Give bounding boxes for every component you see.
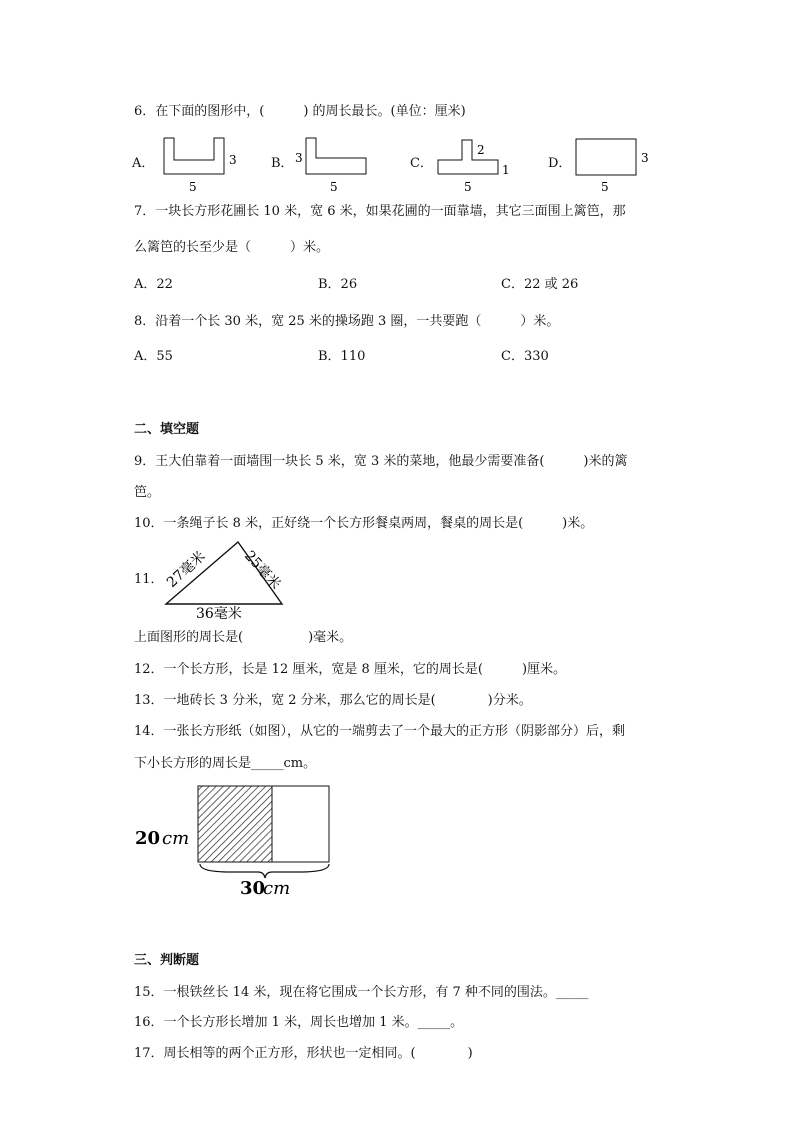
q11-right-side-label: 25毫米 [241,547,284,593]
q6-option-b-label: B． [271,156,294,171]
q14-height-number: 20 [135,828,161,849]
q6-a-side-label: 3 [229,153,237,167]
q8-option-a: A．55 [134,349,173,364]
q6-figure-a [160,136,240,196]
q6-d-bottom-label: 5 [601,180,609,194]
q8-option-c: C．330 [501,349,549,364]
q15-text: 15．一根铁丝长 14 米，现在将它围成一个长方形，有 7 种不同的围法。_____ [134,985,589,1000]
section-fill-in-heading: 二、填空题 [134,422,200,437]
q16-text: 16．一个长方形长增加 1 米，周长也增加 1 米。_____。 [134,1015,464,1030]
q11-triangle-figure [158,536,298,624]
q7-option-a: A．22 [134,277,173,292]
q6-option-a-label: A． [132,156,155,171]
q8-stem: 8．沿着一个长 30 米，宽 25 米的操场跑 3 圈，一共要跑（ ）米。 [134,314,560,329]
q7-option-b: B．26 [318,277,358,292]
q14-width-number: 30 [240,878,266,899]
q9-line1: 9．王大伯靠着一面墙围一块长 5 米，宽 3 米的菜地，他最少需要准备( )米的篱 [134,454,628,469]
q10-text: 10．一条绳子长 8 米，正好绕一个长方形餐桌两周，餐桌的周长是( )米。 [134,516,594,531]
q7-option-c: C．22 或 26 [501,277,579,292]
q7-line2: 么篱笆的长至少是（ ）米。 [134,240,330,255]
q6-figure-c [432,136,522,196]
q6-c-bottom-label: 5 [464,180,472,194]
q6-c-side-label: 1 [502,163,510,177]
q14-line2: 下小长方形的周长是_____cm。 [134,756,317,771]
q9-line2: 笆。 [134,485,161,500]
q14-width-unit: cm [263,878,291,899]
q14-height-unit: cm [162,828,190,849]
q6-option-d-label: D． [548,156,572,171]
q14-width-brace [200,864,329,878]
q14-line1: 14．一张长方形纸（如图），从它的一端剪去了一个最大的正方形（阴影部分）后，剩 [134,724,626,739]
q11-number: 11． [134,572,164,587]
q14-paper-figure [130,780,340,900]
q11-base-label: 36毫米 [196,606,242,622]
q6-figure-d [572,136,662,196]
q11-text: 上面图形的周长是( )毫米。 [134,630,353,645]
q6-b-bottom-label: 5 [330,180,338,194]
q11-left-side-label: 27毫米 [163,548,209,591]
q8-option-b: B．110 [318,349,366,364]
q14-shaded-square [198,786,272,862]
q6-a-bottom-label: 5 [189,180,197,194]
q7-line1: 7．一块长方形花圃长 10 米，宽 6 米，如果花圃的一面靠墙，其它三面围上篱笆，那 [134,204,626,219]
q6-stem: 6．在下面的图形中，( ) 的周长最长。(单位：厘米) [134,104,466,119]
q17-text: 17．周长相等的两个正方形，形状也一定相同。( ) [134,1046,473,1061]
q12-text: 12．一个长方形，长是 12 厘米，宽是 8 厘米，它的周长是( )厘米。 [134,662,567,677]
q6-figure-b [292,136,372,196]
q6-c-top-label: 2 [477,143,485,157]
section-true-false-heading: 三、判断题 [134,953,200,968]
q6-d-side-label: 3 [641,151,649,165]
q6-b-side-label: 3 [295,151,303,165]
q6-option-c-label: C． [410,156,433,171]
q13-text: 13．一地砖长 3 分米，宽 2 分米，那么它的周长是( )分米。 [134,693,532,708]
